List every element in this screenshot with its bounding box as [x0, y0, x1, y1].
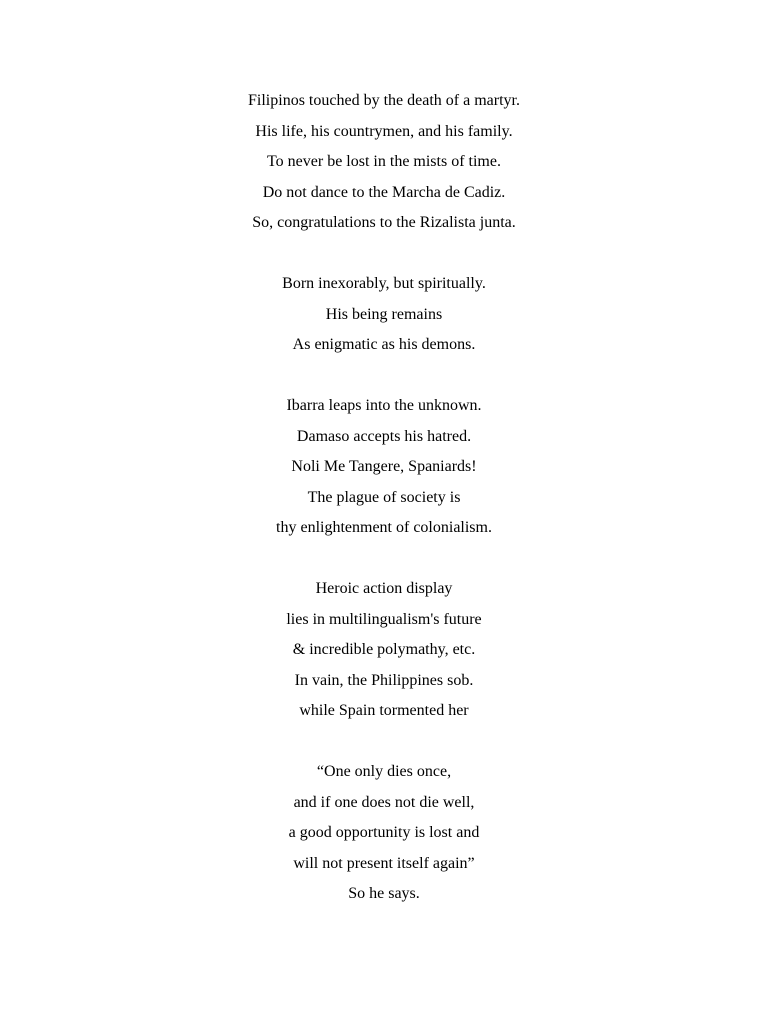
stanza-3: [0, 391, 768, 544]
poem-line: Damaso accepts his hatred.: [296, 427, 472, 445]
poem: [0, 86, 768, 940]
poem-line: His life, his countrymen, and his family.: [255, 122, 513, 140]
poem-line: His being remains: [325, 305, 443, 323]
poem-line: To never be lost in the mists of time.: [267, 153, 501, 170]
poem-line: & incredible polymathy, etc.: [292, 641, 476, 658]
poem-line: and if one does not die well,: [293, 793, 475, 811]
poem-line: In vain, the Philippines sob.: [294, 671, 474, 689]
stanza-5: [0, 757, 768, 910]
stanza-2: [0, 269, 768, 361]
poem-line: So, congratulations to the Rizalista junta.: [252, 214, 516, 231]
poem-line: Born inexorably, but spiritually.: [282, 275, 486, 292]
poem-line: thy enlightenment of colonialism.: [276, 519, 492, 536]
poem-line: “One only dies once,: [316, 763, 452, 780]
poem-line: Ibarra leaps into the unknown.: [286, 397, 482, 414]
poem-line: will not present itself again”: [293, 854, 475, 872]
poem-line: So he says.: [348, 885, 420, 902]
poem-line: Noli Me Tangere, Spaniards!: [291, 458, 477, 475]
poem-line: a good opportunity is lost and: [288, 824, 480, 841]
poem-line: As enigmatic as his demons.: [292, 336, 476, 353]
poem-line: Do not dance to the Marcha de Cadiz.: [262, 183, 506, 201]
poem-line: while Spain tormented her: [299, 702, 469, 719]
stanza-4: [0, 574, 768, 727]
poem-line: lies in multilingualism's future: [286, 610, 482, 628]
poem-line: Filipinos touched by the death of a martyr.: [248, 92, 520, 109]
stanza-1: [0, 86, 768, 239]
poem-line: Heroic action display: [315, 580, 453, 597]
poem-line: The plague of society is: [307, 488, 461, 506]
